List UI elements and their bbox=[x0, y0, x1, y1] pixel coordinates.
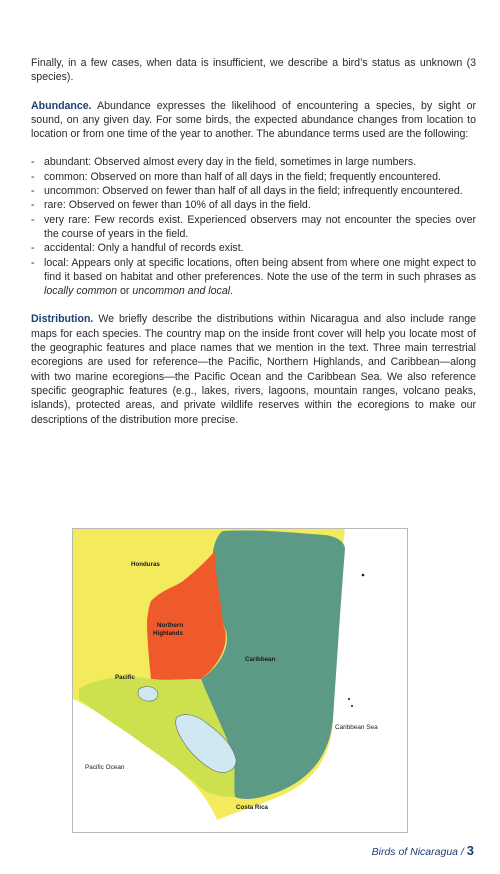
island-marker bbox=[362, 574, 365, 577]
book-title: Birds of Nicaragua / bbox=[371, 846, 464, 858]
label-honduras: Honduras bbox=[131, 561, 160, 568]
abundance-terms-list bbox=[31, 155, 476, 298]
page-footer bbox=[372, 843, 474, 858]
list-item: - rare: Observed on fewer than 10% of all days in the field. bbox=[31, 199, 311, 212]
label-caribbean-sea: Caribbean Sea bbox=[335, 724, 378, 731]
distribution-body: We briefly describe the distributions within Nicaragua and also include range maps for each species. The country map on the inside front cover will help you locate most of the geographic features and place names that we mention in the text. Three main terrestrial ecoregions are used for reference—the Pacific, Northern Highlands, and Caribbean—along with two marine ecoregions—the Pacific Ocean and the Caribbean Sea. We also reference specific geographic features (e.g., lakes, rivers, lagoons, mountain ranges, volcano peaks, islands), protected areas, and private wildlife reserves within the ecoregions to make our descriptions of the distribution more precise. bbox=[31, 313, 476, 426]
page-number: 3 bbox=[466, 843, 474, 858]
distribution-paragraph bbox=[31, 312, 476, 426]
abundance-heading: Abundance. bbox=[31, 99, 92, 112]
lake-managua bbox=[138, 687, 158, 702]
abundance-body: Abundance expresses the likelihood of encountering a species, by sight or sound, on any given day. For some birds, the expected abundance changes from location to location or from one time of the year to another. The abundance terms used are the following: bbox=[31, 99, 476, 141]
intro-paragraph: Finally, in a few cases, when data is insufficient, we describe a bird’s status as unknown (3 species). bbox=[31, 57, 476, 84]
ecoregion-map bbox=[72, 528, 408, 833]
label-costa-rica: Costa Rica bbox=[236, 804, 268, 811]
distribution-heading: Distribution. bbox=[31, 313, 94, 326]
list-item: - uncommon: Observed on fewer than half of all days in the field; infrequently encountered. bbox=[31, 185, 463, 198]
label-pacific: Pacific bbox=[115, 674, 135, 681]
list-item: - very rare: Few records exist. Experienced observers may not encounter the species over the course of years in the field. bbox=[31, 213, 476, 240]
list-item: - local: Appears only at specific locations, often being absent from where one might expect to find it based on habitat and other preferences. Note the use of the term in such phrases as locally common or uncommon and local. bbox=[31, 256, 476, 298]
label-pacific-ocean: Pacific Ocean bbox=[85, 764, 125, 771]
island-marker bbox=[351, 705, 353, 707]
list-item: - accidental: Only a handful of records exist. bbox=[31, 242, 244, 255]
abundance-paragraph bbox=[31, 99, 476, 142]
island-marker bbox=[348, 698, 350, 700]
page-body bbox=[31, 56, 476, 427]
list-item: - common: Observed on more than half of all days in the field; frequently encountered. bbox=[31, 170, 441, 183]
map-svg bbox=[73, 529, 407, 832]
label-highlands: Highlands bbox=[153, 630, 183, 637]
label-caribbean: Caribbean bbox=[245, 656, 276, 663]
list-item: - abundant: Observed almost every day in the field, sometimes in large numbers. bbox=[31, 156, 417, 169]
label-northern: Northern bbox=[157, 622, 184, 629]
